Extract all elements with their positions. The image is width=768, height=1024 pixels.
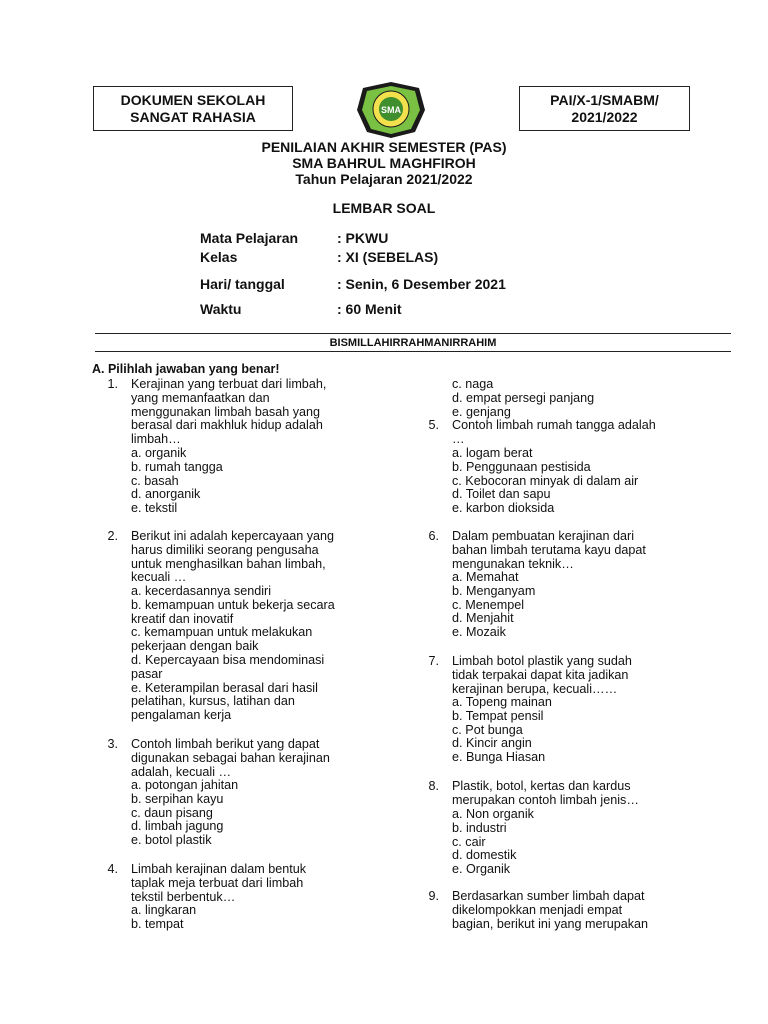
option: b. Menganyam xyxy=(452,583,536,598)
question-number: 2. xyxy=(107,529,118,543)
options-list xyxy=(452,696,552,765)
info-label: Mata Pelajaran xyxy=(200,230,299,246)
option: e. botol plastik xyxy=(131,833,212,848)
school-logo xyxy=(353,80,429,140)
options-list xyxy=(452,447,638,516)
document-classification-box xyxy=(93,86,293,131)
option: c. Kebocoran minyak di dalam air xyxy=(452,473,639,488)
option: a. Memahat xyxy=(452,570,519,584)
info-value: : Senin, 6 Desember 2021 xyxy=(337,276,506,292)
document-code-line-2: 2021/2022 xyxy=(571,108,638,125)
info-label: Waktu xyxy=(200,301,242,317)
question-text: Contoh limbah berikut yang dapat digunakan sebagai bahan kerajinan adalah, kecuali … xyxy=(131,737,330,779)
option: a. lingkaran xyxy=(131,903,197,917)
option: pekerjaan dengan baik xyxy=(131,639,259,654)
option: c. Menempel xyxy=(452,597,525,612)
document-code-box xyxy=(519,86,690,131)
option: c. naga xyxy=(452,377,494,391)
question-number: 7. xyxy=(428,654,439,668)
section-heading: A. Pilihlah jawaban yang benar! xyxy=(92,362,280,376)
question-number: 4. xyxy=(107,862,118,876)
option: b. industri xyxy=(452,820,507,835)
classification-line-2: SANGAT RAHASIA xyxy=(130,108,256,125)
question-number: 9. xyxy=(428,889,439,903)
question-number: 1. xyxy=(107,377,118,391)
option: d. domestik xyxy=(452,848,517,863)
option: a. logam berat xyxy=(452,446,533,460)
option: c. Pot bunga xyxy=(452,722,523,737)
classification-line-1: DOKUMEN SEKOLAH xyxy=(120,91,266,108)
option: pengalaman kerja xyxy=(131,708,232,723)
option: d. Kincir angin xyxy=(452,736,532,751)
options-list xyxy=(452,808,534,877)
option: a. potongan jahitan xyxy=(131,778,239,792)
option: b. Tempat pensil xyxy=(452,708,544,723)
option: d. Menjahit xyxy=(452,611,514,626)
option: b. Penggunaan pestisida xyxy=(452,459,591,474)
info-value: : 60 Menit xyxy=(337,301,402,317)
options-list xyxy=(131,779,238,848)
option: d. Kepercayaan bisa mendominasi xyxy=(131,652,325,667)
option: e. tekstil xyxy=(131,501,178,516)
school-name: SMA BAHRUL MAGHFIROH xyxy=(292,155,476,171)
option: b. tempat xyxy=(131,916,184,931)
option: e. Keterampilan berasal dari hasil xyxy=(131,680,318,695)
option: c. daun pisang xyxy=(131,805,213,820)
divider-top xyxy=(95,333,731,334)
option: e. Bunga Hiasan xyxy=(452,750,546,765)
info-value: : XI (SEBELAS) xyxy=(337,249,439,265)
question-text: Contoh limbah rumah tangga adalah … xyxy=(452,418,656,446)
option: a. kecerdasannya sendiri xyxy=(131,584,272,598)
question-number: 6. xyxy=(428,529,439,543)
options-list xyxy=(131,904,196,932)
sheet-title: LEMBAR SOAL xyxy=(332,200,436,216)
info-label: Hari/ tanggal xyxy=(200,276,285,292)
exam-title: PENILAIAN AKHIR SEMESTER (PAS) xyxy=(261,139,507,155)
info-value: : PKWU xyxy=(337,230,389,246)
option: a. Non organik xyxy=(452,807,534,821)
option: c. cair xyxy=(452,834,486,849)
question-text: Berikut ini adalah kepercayaan yang harus dimiliki seorang pengusaha untuk menghasilkan bahan limbah, kecuali … xyxy=(131,529,335,585)
option: pasar xyxy=(131,666,163,681)
option: a. Topeng mainan xyxy=(452,695,552,709)
divider-bottom xyxy=(95,351,731,352)
option: e. karbon dioksida xyxy=(452,501,555,516)
option: b. serpihan kayu xyxy=(131,791,224,806)
option: a. organik xyxy=(131,446,187,460)
document-code-line-1: PAI/X-1/SMABM/ xyxy=(550,91,659,108)
option: b. rumah tangga xyxy=(131,459,223,474)
option: c. kemampuan untuk melakukan xyxy=(131,625,313,640)
question-number: 8. xyxy=(428,779,439,793)
option: d. anorganik xyxy=(131,487,201,502)
question-number: 3. xyxy=(107,737,118,751)
question-text: Kerajinan yang terbuat dari limbah, yang memanfaatkan dan menggunakan limbah basah yang berasal dari makhluk hidup adalah limbah… xyxy=(131,377,327,447)
option: e. Mozaik xyxy=(452,625,506,640)
option: e. Organik xyxy=(452,862,511,877)
option: kreatif dan inovatif xyxy=(131,611,234,626)
options-list xyxy=(131,447,223,516)
question-text: Limbah kerajinan dalam bentuk taplak meja terbuat dari limbah tekstil berbentuk… xyxy=(131,862,307,904)
bismillah-heading: BISMILLAHIRRAHMANIRRAHIM xyxy=(329,337,497,349)
info-label: Kelas xyxy=(200,249,238,265)
option: e. genjang xyxy=(452,404,511,419)
question-text: Limbah botol plastik yang sudah tidak terpakai dapat kita jadikan kerajinan berupa, kecuali…… xyxy=(452,654,632,696)
option: b. kemampuan untuk bekerja secara xyxy=(131,597,335,612)
option: d. empat persegi panjang xyxy=(452,390,595,405)
question-text: Berdasarkan sumber limbah dapat dikelompokkan menjadi empat bagian, berikut ini yang merupakan xyxy=(452,889,649,931)
option: c. basah xyxy=(131,473,179,488)
question-4-options-continued xyxy=(452,378,594,419)
logo-text: SMA xyxy=(381,105,401,115)
option: d. limbah jagung xyxy=(131,819,224,834)
option: d. Toilet dan sapu xyxy=(452,487,551,502)
options-list xyxy=(131,585,335,723)
question-text: Plastik, botol, kertas dan kardus merupakan contoh limbah jenis… xyxy=(452,779,639,807)
academic-year: Tahun Pelajaran 2021/2022 xyxy=(295,171,473,187)
option: pelatihan, kursus, latihan dan xyxy=(131,694,295,709)
question-number: 5. xyxy=(428,418,439,432)
options-list xyxy=(452,571,535,640)
question-text: Dalam pembuatan kerajinan dari bahan limbah terutama kayu dapat mengunakan teknik… xyxy=(452,529,646,571)
